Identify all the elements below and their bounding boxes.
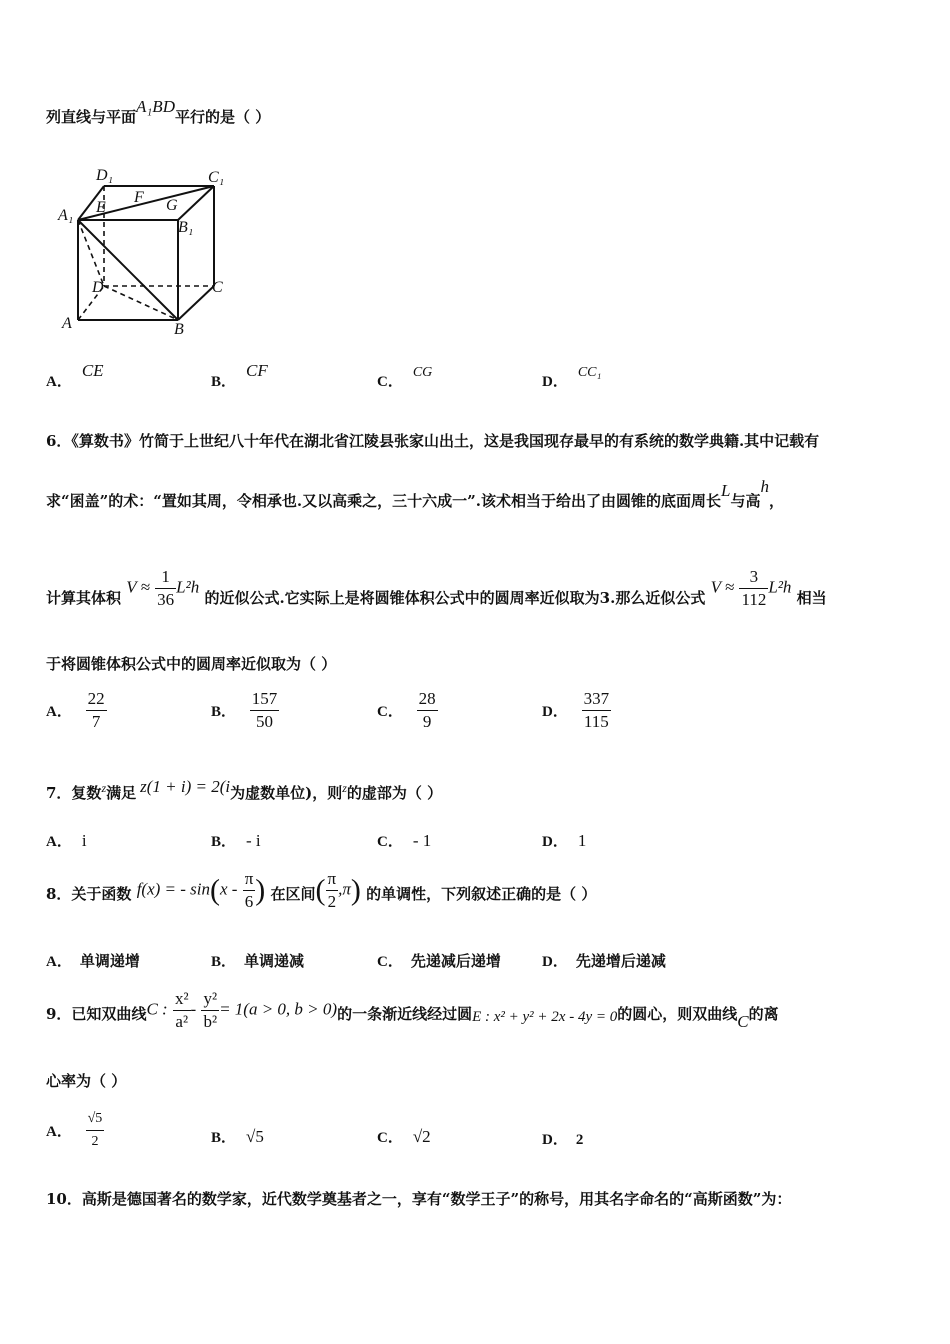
q6-formula2-num: 3 — [739, 566, 768, 589]
q5-option-b-value: CF — [246, 361, 268, 380]
q8-paren-close: ) — [255, 873, 266, 907]
q9-stem — [46, 988, 779, 1033]
q6-formula1-num: 1 — [155, 566, 176, 589]
q8-arg-frac — [243, 868, 256, 913]
q6-option-d-frac — [582, 688, 612, 733]
q8-int-open: ( — [315, 873, 326, 907]
q7-stem-text-d: 的虚部为（ ） — [346, 784, 443, 802]
q9-stem-text-c: 的圆心，则双曲线 — [617, 1004, 738, 1023]
q7-option-c-value: - 1 — [412, 831, 432, 850]
q8-int-end: ,π — [338, 879, 351, 899]
q8-option-d[interactable] — [542, 950, 666, 971]
q7-option-c-label: C． — [377, 834, 403, 850]
q6-option-a-frac — [86, 688, 107, 733]
q9-hyp-cond: = 1(a > 0, b > 0) — [219, 999, 338, 1019]
q6-option-d[interactable] — [542, 688, 611, 733]
q6-line-2-text-a: 求“囷盖”的术：“置如其周，令相承也.又以高乘之，三十六成一”.该术相当于给出了由圆锥的底面周长 — [46, 492, 721, 510]
q6-formula2-frac — [739, 566, 768, 611]
q6-line-3 — [46, 566, 827, 611]
q9-x-num: x² — [173, 988, 191, 1011]
q8-stem-text-c: 的单调性，下列叙述正确的是（ ） — [366, 884, 597, 903]
q7-equation: z(1 + i) = 2(i — [140, 777, 231, 796]
q5-stem-text-b: 平行的是（ ） — [174, 108, 271, 126]
q8-option-d-value: 先递增后递减 — [575, 954, 666, 970]
label-a1: A₁ — [58, 207, 74, 224]
q6-var-l: L — [720, 481, 731, 500]
q9-option-d-label: D． — [542, 1132, 568, 1148]
q5-option-d-value: CC₁ — [577, 365, 602, 380]
q7-option-d-label: D． — [542, 834, 568, 850]
q6-option-b-frac — [250, 688, 280, 733]
q9-var-c: C — [737, 1011, 749, 1031]
q9-hyp-c: C : — [146, 999, 168, 1019]
q8-option-c[interactable] — [377, 950, 501, 971]
q5-option-c-label: C． — [377, 374, 403, 390]
label-c1: C₁ — [208, 169, 225, 186]
q7-stem-text-b: 满足 — [106, 784, 137, 802]
q6-option-b-label: B． — [211, 704, 237, 720]
q6-option-a-den: 7 — [91, 712, 101, 731]
q7-stem-text-a: 7．复数 — [46, 784, 102, 802]
q6-formula2-rhs: L²h — [768, 577, 792, 597]
q6-option-c[interactable] — [377, 688, 438, 733]
q8-option-d-label: D． — [542, 954, 568, 970]
q7-var-z: z — [101, 781, 107, 795]
label-f: F — [134, 189, 144, 206]
q9-option-c-value: √2 — [412, 1127, 431, 1146]
q9-option-b-value: √5 — [246, 1127, 264, 1146]
q8-stem — [46, 868, 596, 913]
edge-a1-b — [78, 220, 178, 320]
q6-line-2-text-b: 与高 — [730, 492, 761, 510]
q9-stem-text-b: 的一条渐近线经过圆 — [337, 1004, 473, 1023]
q7-option-b-label: B． — [211, 834, 237, 850]
q8-option-a-value: 单调递增 — [79, 954, 140, 970]
q6-line-2-text-c: ， — [768, 492, 784, 510]
q8-int-frac — [326, 868, 339, 913]
q6-formula1-den: 36 — [157, 590, 175, 609]
q6-line-3-text-c: 相当 — [796, 588, 827, 607]
label-d1: D₁ — [96, 167, 114, 184]
q5-option-d[interactable] — [542, 365, 602, 391]
q6-option-c-frac — [417, 688, 438, 733]
q9-y-frac — [201, 988, 219, 1033]
q9-option-a-value — [86, 1108, 105, 1153]
q7-option-b-value: - i — [246, 831, 261, 850]
q9-option-a-label: A． — [46, 1124, 72, 1140]
q6-formula2-den: 112 — [741, 590, 767, 609]
q9-y-den: b² — [203, 1012, 218, 1031]
label-c: C — [212, 279, 223, 296]
q7-option-c[interactable] — [377, 830, 431, 851]
q9-option-d[interactable] — [542, 1128, 583, 1149]
q9-y-num: y² — [201, 988, 219, 1011]
q6-option-c-den: 9 — [422, 712, 432, 731]
q9-option-c[interactable] — [377, 1126, 431, 1147]
q6-option-a-label: A． — [46, 704, 72, 720]
q9-line-2: 心率为（ ） — [46, 1072, 127, 1090]
q7-option-a[interactable] — [46, 830, 87, 851]
q8-stem-text-a: 8．关于函数 — [46, 884, 132, 903]
q6-line-3-text-a: 计算其体积 — [46, 588, 122, 607]
q5-option-a[interactable] — [46, 361, 104, 391]
q6-option-d-num: 337 — [582, 688, 612, 711]
q6-line-1: 6．《算数书》竹简于上世纪八十年代在湖北省江陵县张家山出土，这是我国现存最早的有系统的数学典籍.其中记载有 — [46, 432, 820, 450]
q5-option-b[interactable] — [211, 361, 268, 391]
q5-stem-text-a: 列直线与平面 — [46, 108, 137, 126]
q9-stem-text-d: 的离 — [748, 1004, 779, 1023]
q9-option-b[interactable] — [211, 1126, 264, 1147]
edge-a1-d — [78, 220, 104, 286]
q6-line-4: 于将圆锥体积公式中的圆周率近似取为（ ） — [46, 655, 337, 673]
q6-option-b-den: 50 — [256, 712, 274, 731]
edge-b-c — [178, 286, 214, 320]
q5-option-a-label: A． — [46, 374, 72, 390]
q7-option-a-label: A． — [46, 834, 72, 850]
q5-option-a-value: CE — [81, 361, 104, 380]
q7-stem — [46, 776, 443, 802]
q8-option-c-label: C． — [377, 954, 403, 970]
q8-paren-open: ( — [210, 873, 220, 907]
q7-option-a-value: i — [81, 831, 87, 850]
label-d: D — [92, 279, 104, 296]
q9-option-d-value: 2 — [575, 1132, 584, 1148]
q6-option-a-num: 22 — [86, 688, 107, 711]
q9-option-a-num: √5 — [86, 1108, 105, 1131]
q8-option-a-label: A． — [46, 954, 72, 970]
q6-option-a[interactable] — [46, 688, 107, 733]
q8-option-b-label: B． — [211, 954, 237, 970]
q7-option-b[interactable] — [211, 830, 261, 851]
q8-arg-num: π — [243, 868, 256, 891]
q6-option-b[interactable] — [211, 688, 279, 733]
q8-func: f(x) = - sin — [136, 879, 210, 899]
q6-option-c-num: 28 — [417, 688, 438, 711]
label-e: E — [96, 199, 106, 216]
label-a: A — [62, 315, 72, 332]
q5-option-c-value: CG — [412, 365, 433, 380]
q5-option-c[interactable] — [377, 365, 433, 391]
q8-int-num: π — [326, 868, 339, 891]
q8-option-b-value: 单调递减 — [244, 954, 305, 970]
q6-option-d-label: D． — [542, 704, 568, 720]
q9-circle-eq: E : x² + y² + 2x - 4y = 0 — [472, 1008, 618, 1025]
q6-formula1-frac — [155, 566, 176, 611]
q8-option-c-value: 先递减后递增 — [410, 954, 501, 970]
q9-minus: - — [190, 999, 197, 1019]
q5-plane: A₁BD — [136, 97, 175, 116]
q9-option-a[interactable] — [46, 1108, 104, 1153]
edge-d-b — [104, 286, 178, 320]
q5-option-d-label: D． — [542, 374, 568, 390]
q5-stem — [46, 97, 271, 127]
q6-formula1-lhs: V ≈ — [126, 577, 150, 597]
label-b1: B₁ — [178, 219, 194, 236]
q8-stem-text-b: 在区间 — [270, 884, 316, 903]
q6-option-b-num: 157 — [250, 688, 280, 711]
q8-arg-den: 6 — [244, 892, 254, 911]
cube-figure — [56, 162, 236, 342]
q8-arg-x: x - — [220, 879, 238, 899]
q9-stem-text-a: 9．已知双曲线 — [46, 1004, 147, 1023]
q6-formula2-lhs: V ≈ — [710, 577, 735, 597]
q7-var-z-2: z — [342, 781, 347, 795]
q9-option-a-den: 2 — [91, 1134, 99, 1149]
label-b: B — [174, 321, 184, 338]
q8-option-b[interactable] — [211, 950, 304, 971]
q7-option-d[interactable] — [542, 830, 586, 851]
q5-option-b-label: B． — [211, 374, 237, 390]
q6-option-d-den: 115 — [583, 712, 609, 731]
q6-line-2 — [46, 477, 784, 511]
q9-option-c-label: C． — [377, 1130, 403, 1146]
label-g: G — [166, 197, 178, 214]
q6-line-3-text-b: 的近似公式.它实际上是将圆锥体积公式中的圆周率近似取为3.那么近似公式 — [204, 588, 706, 607]
q6-option-c-label: C． — [377, 704, 403, 720]
q8-int-den: 2 — [327, 892, 337, 911]
q8-int-close: ) — [350, 873, 361, 907]
q7-stem-text-c: 为虚数单位)，则 — [230, 784, 343, 802]
q9-x-frac — [173, 988, 191, 1033]
q9-option-b-label: B． — [211, 1130, 237, 1146]
q10-line-1: 10．高斯是德国著名的数学家，近代数学奠基者之一，享有“数学王子”的称号，用其名字命名的“高斯函数”为： — [46, 1190, 792, 1208]
q6-var-h: h — [760, 477, 769, 496]
q9-x-den: a² — [175, 1012, 189, 1031]
q8-option-a[interactable] — [46, 950, 140, 971]
q7-option-d-value: 1 — [577, 831, 587, 850]
q6-formula1-rhs: L²h — [176, 577, 200, 597]
